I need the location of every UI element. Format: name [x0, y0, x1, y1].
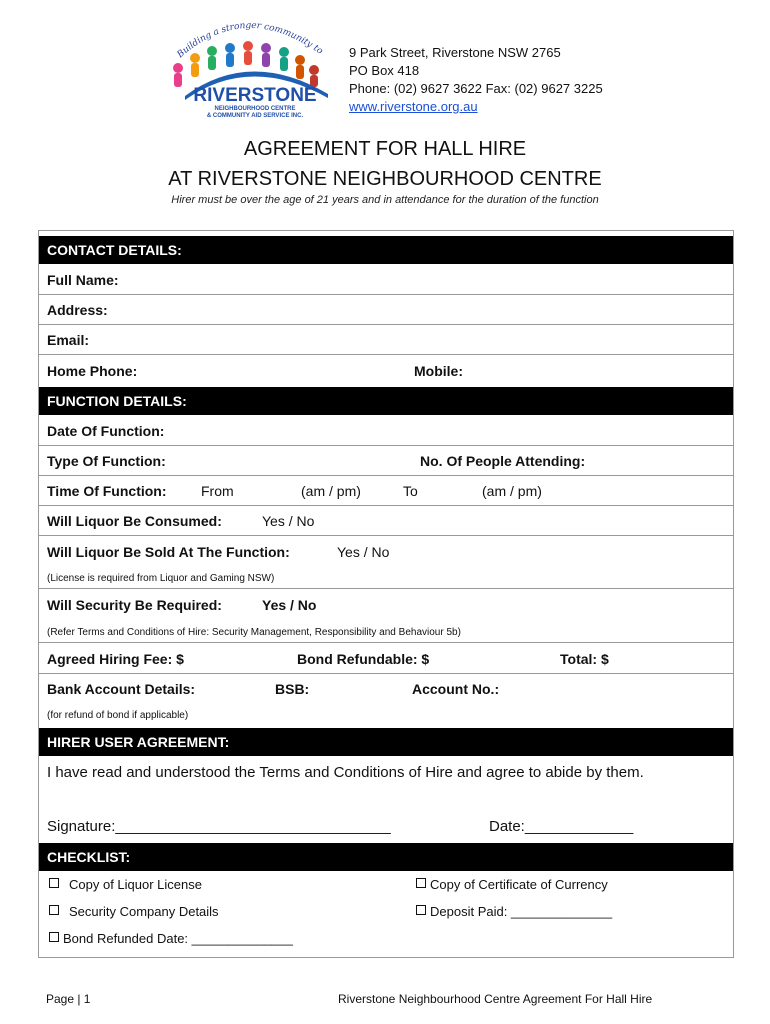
- checkbox-icon[interactable]: [49, 932, 59, 942]
- hiring-fee-label: Agreed Hiring Fee: $: [47, 651, 184, 667]
- checkbox-icon[interactable]: [49, 905, 59, 915]
- checklist-deposit-paid[interactable]: Deposit Paid: ______________: [416, 904, 612, 919]
- checklist-bond-refunded[interactable]: Bond Refunded Date: ______________: [49, 931, 293, 946]
- checkbox-icon[interactable]: [416, 878, 426, 888]
- liquor-consumed-options: Yes / No: [262, 513, 315, 529]
- time-from-ampm: (am / pm): [301, 483, 361, 499]
- full-name-label: Full Name:: [47, 272, 119, 288]
- security-note: (Refer Terms and Conditions of Hire: Security Management, Responsibility and Behaviour 5b): [47, 627, 461, 638]
- home-phone-label: Home Phone:: [47, 363, 138, 379]
- liquor-consumed-label: Will Liquor Be Consumed:: [47, 513, 222, 529]
- riverstone-logo: [150, 18, 335, 123]
- agreement-date-line[interactable]: Date:_____________: [489, 818, 634, 835]
- street-address: 9 Park Street, Riverstone NSW 2765: [349, 45, 561, 60]
- account-number-label: Account No.:: [412, 681, 500, 697]
- time-to: To: [403, 483, 418, 499]
- bond-refundable-label: Bond Refundable: $: [297, 651, 430, 667]
- age-requirement-note: Hirer must be over the age of 21 years and in attendance for the duration of the function: [171, 194, 599, 206]
- checkbox-icon[interactable]: [416, 905, 426, 915]
- type-of-function-label: Type Of Function:: [47, 453, 166, 469]
- refund-note: (for refund of bond if applicable): [47, 710, 189, 721]
- checklist-currency-cert[interactable]: Copy of Certificate of Currency: [416, 877, 608, 892]
- security-options: Yes / No: [262, 597, 317, 613]
- svg-text:Building a stronger community: [150, 18, 325, 61]
- title-line2: AT RIVERSTONE NEIGHBOURHOOD CENTRE: [168, 168, 602, 190]
- date-of-function-label: Date Of Function:: [47, 423, 165, 439]
- function-details-header: FUNCTION DETAILS:: [39, 387, 733, 415]
- time-of-function-label: Time Of Function:: [47, 483, 167, 499]
- time-to-ampm: (am / pm): [482, 483, 542, 499]
- security-required-label: Will Security Be Required:: [47, 597, 222, 613]
- liquor-sold-label: Will Liquor Be Sold At The Function:: [47, 544, 290, 560]
- hirer-agreement-header: HIRER USER AGREEMENT:: [39, 728, 733, 756]
- bsb-label: BSB:: [275, 681, 310, 697]
- footer-document-title: Riverstone Neighbourhood Centre Agreement For Hall Hire: [338, 992, 653, 1006]
- address-label: Address:: [47, 302, 108, 318]
- website-link[interactable]: www.riverstone.org.au: [349, 99, 478, 114]
- logo-arc-text: Building a stronger community to: [175, 20, 325, 61]
- hire-agreement-form: [38, 230, 734, 958]
- agreement-statement: I have read and understood the Terms and Conditions of Hire and agree to abide by them.: [47, 764, 644, 781]
- time-from: From: [201, 483, 234, 499]
- signature-line[interactable]: Signature:_________________________________: [47, 818, 391, 835]
- logo-name: RIVERSTONE: [193, 85, 317, 106]
- checklist-header: CHECKLIST:: [39, 843, 733, 871]
- email-label: Email:: [47, 332, 90, 348]
- mobile-label: Mobile:: [414, 363, 463, 379]
- address-block: [349, 44, 603, 116]
- checklist-liquor-license[interactable]: Copy of Liquor License: [49, 877, 202, 892]
- title-line1: AGREEMENT FOR HALL HIRE: [243, 138, 527, 160]
- logo-line2: & COMMUNITY AID SERVICE INC.: [206, 113, 304, 119]
- people-attending-label: No. Of People Attending:: [420, 453, 586, 469]
- page-number: Page | 1: [46, 992, 91, 1006]
- po-box: PO Box 418: [349, 63, 420, 78]
- logo-line1: NEIGHBOURHOOD CENTRE: [214, 106, 296, 112]
- checklist-security-company[interactable]: Security Company Details: [49, 904, 219, 919]
- bank-account-label: Bank Account Details:: [47, 681, 196, 697]
- contact-details-header: CONTACT DETAILS:: [39, 236, 733, 264]
- license-note: (License is required from Liquor and Gaming NSW): [47, 573, 275, 584]
- phone-fax: Phone: (02) 9627 3622 Fax: (02) 9627 3225: [349, 81, 603, 96]
- checkbox-icon[interactable]: [49, 878, 59, 888]
- total-label: Total: $: [560, 651, 609, 667]
- liquor-sold-options: Yes / No: [337, 544, 390, 560]
